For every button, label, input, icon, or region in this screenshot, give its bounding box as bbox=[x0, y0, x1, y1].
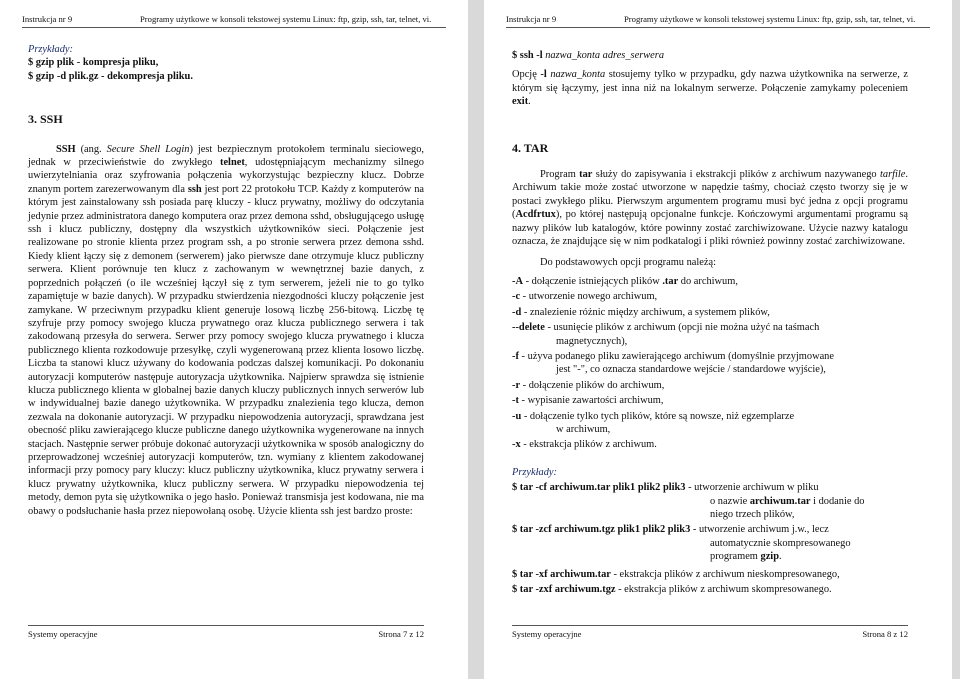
option-description: - wypisanie zawartości archiwum, bbox=[518, 395, 664, 407]
option-text-e: stosujemy tylko w przypadku, gdy nazwa użytkownika na serwerze, z którym się łączymy, jest inna niż na lokalnym serwerze. Połączenie zamykamy poleceniem bbox=[512, 69, 908, 94]
example-command: $ tar -cf archiwum.tar plik1 plik2 plik3 bbox=[512, 482, 686, 494]
example-continuation bbox=[512, 550, 908, 563]
options-intro: Do podstawowych opcji programu należą: bbox=[540, 257, 717, 269]
option-flag: -x bbox=[512, 439, 521, 451]
option-continuation: magnetycznych), bbox=[556, 335, 628, 347]
option-description: - użyva podanego pliku zawierającego archiwum (domyślnie przyjmowane bbox=[518, 350, 834, 362]
example-command: $ tar -zxf archiwum.tgz bbox=[512, 584, 616, 595]
example-cont-c: gzip bbox=[760, 551, 779, 563]
page-body bbox=[28, 43, 424, 518]
tar-example-3 bbox=[512, 568, 908, 581]
option-description: - ekstrakcja plików z archiwum. bbox=[520, 439, 657, 451]
section-heading: 4. TAR bbox=[512, 140, 549, 155]
ssh-text-1: ) jest bezpiecznym protokołem terminalu sieciowego, jednak w przeciwieństwie do zwykłego bbox=[28, 143, 424, 169]
option-continuation: jest "-", co oznacza standardowe wejście / standardowe wyjście), bbox=[556, 364, 826, 376]
example-cont-b: archiwum.tar bbox=[749, 495, 811, 507]
option-rest: do archiwum, bbox=[678, 275, 738, 287]
page-footer bbox=[28, 625, 424, 639]
ssh-lead-text: (ang. bbox=[75, 143, 107, 155]
exit-command: exit bbox=[512, 96, 529, 108]
option-item bbox=[512, 275, 908, 288]
example-cont-d: . bbox=[778, 551, 782, 563]
example-cont-b: programem bbox=[710, 551, 761, 563]
gzip-example-2: $ gzip -d plik.gz - dekompresja pliku. bbox=[28, 70, 193, 82]
example-continuation bbox=[512, 495, 908, 508]
option-flag: -c bbox=[512, 291, 521, 303]
tar-text-a: Program bbox=[540, 169, 580, 181]
header-left: Instrukcja nr 9 bbox=[22, 14, 73, 24]
option-description: - dołączenie istniejących plików bbox=[522, 275, 663, 287]
example-cont-c: i dodanie do bbox=[810, 495, 865, 507]
option-account: nazwa_konta bbox=[550, 69, 606, 81]
option-flag: -A bbox=[512, 275, 523, 287]
option-description: - usunięcie plików z archiwum (opcji nie można użyć na taśmach bbox=[544, 322, 820, 334]
example-description: - utworzenie archiwum j.w., lecz bbox=[690, 524, 829, 536]
page-header bbox=[22, 14, 446, 28]
option-description: - dołączenie tylko tych plików, które są nowsze, niż egzemplarze bbox=[521, 410, 795, 422]
option-item bbox=[512, 379, 908, 392]
footer-left: Systemy operacyjne bbox=[28, 629, 98, 639]
option-text-a: Opcję bbox=[512, 69, 541, 81]
options-list bbox=[512, 275, 908, 452]
ssh-command-args: nazwa_konta adres_serwera bbox=[545, 50, 665, 61]
option-paragraph bbox=[512, 68, 908, 108]
option-text-g: . bbox=[528, 96, 531, 108]
tar-term: tar bbox=[579, 169, 593, 181]
option-bold-term: .tar bbox=[662, 275, 679, 287]
option-flag: --delete bbox=[512, 322, 545, 334]
option-flag: -f bbox=[512, 350, 519, 362]
tar-example-2 bbox=[512, 523, 908, 563]
example-cont-a: o nazwie bbox=[710, 495, 750, 507]
gzip-example-1: $ gzip plik - kompresja pliku, bbox=[28, 57, 159, 69]
telnet-term: telnet bbox=[219, 157, 245, 169]
page-left bbox=[0, 0, 468, 679]
tarfile-term: tarfile bbox=[879, 169, 906, 181]
ssh-term: SSH bbox=[56, 143, 76, 155]
example-command: $ tar -zcf archiwum.tgz plik1 plik2 plik3 bbox=[512, 524, 691, 536]
page-right bbox=[484, 0, 952, 679]
tar-text-e: . Archiwum takie może zostać utworzone w napędzie taśmy, chociaż często tworzy się je w postaci zwykłego pliku. Pierwszym argumentem programu musi być jedna z opcji programu ( bbox=[512, 169, 908, 221]
footer-left: Systemy operacyjne bbox=[512, 629, 582, 639]
option-item bbox=[512, 350, 908, 377]
example-continuation: automatycznie skompresowanego bbox=[710, 537, 851, 549]
section-heading: 3. SSH bbox=[28, 112, 63, 127]
examples-label: Przykłady: bbox=[28, 44, 74, 55]
example-command: $ tar -xf archiwum.tar bbox=[512, 568, 611, 580]
ssh-text-4: Każdy z komputerów na którym jest zainstalowany ssh posiada parę kluczy - klucz prywatny, możliwy do odczytania jedynie przez administratora danego komputera oraz przez demona sshd, obsługującego usługę ssh i klucz publiczny, dostępny dla wszystkich użytkowników sieci. Połączenie jest realizowane po stronie klienta przez program ssh, a po stronie serwera przez demona sshd. Kiedy klient łączy się z demonem (serwerem) jako pierwsze dane otrzymuje klucz publiczny serwera. Klient porównuje ten klucz z zachowanym w wewnętrznej bazie danych, z poprzednich połączeń (o ile wcześniej łączył się z tym serwerem, jeżeli nie to go tylko zapamiętuje w bazie danych). W przypadku stwierdzenia niezgodności kluczy połączenie jest zamykane. W przeciwnym przypadku klient generuje losową liczbę 256-bitową. Liczbę tę szyfruje przy pomocy swojego klucza prywatnego oraz klucza publicznego serwera i tak zakodowaną przesyła do serwera. Serwer przy pomocy swojego klucza prywatnego i klucza publicznego klienta rozkodowuje przesyłkę, czyli wygenerowaną przez klienta losowo liczbę. Liczba ta stanowi klucz używany do kodowania podczas dalszej komunikacji. Po dokonaniu autoryzacji komputerów następuje autoryzacja użytkownika. Najpierw sprawdza się istnienie klucza publicznego klienta w globalnej bazie danych kluczy publicznych innych serwerów lub w indywidualnej bazie danego użytkownika. W przypadku znalezienia tego klucza, demon zezwala na dokonanie autoryzacji. W przypadku niepowodzenia autoryzacji, sprawdzana jest obecność pliku zawierającego klucze publiczne danego użytkownika wygenerowane na innych stacjach. Następnie serwer próbuje dokonać autoryzacji użytkownika w sposób analogiczny do przeprowadzonej wcześniej autoryzacji komputerów, tzn. wymiany z klientem zakodowanej informacji przy pomocy pary kluczy: klucz publiczny użytkownika, klucz prywatny serwera i klucz prywatny użytkownika, klucz publiczny serwera. W przypadku niepowodzenia tej metody, demon pyta się użytkownika o jego hasło. Ponieważ transmisja jest kodowana, nie ma obawy o podsłuchanie hasła przez niepowołaną osobę. Użycie klienta ssh jest bardzo proste: bbox=[28, 183, 424, 517]
option-flag: -u bbox=[512, 410, 522, 422]
examples-label: Przykłady: bbox=[512, 466, 558, 478]
ssh-text-3: jest port 22 protokołu TCP. bbox=[201, 183, 319, 195]
footer-page-number: Strona 8 z 12 bbox=[862, 629, 908, 639]
option-flag: -r bbox=[512, 379, 521, 391]
ssh-paragraph bbox=[28, 143, 424, 518]
option-description: - dołączenie plików do archiwum, bbox=[520, 379, 665, 391]
example-description: - utworzenie archiwum w pliku bbox=[685, 482, 819, 494]
footer-page-number: Strona 7 z 12 bbox=[378, 629, 424, 639]
option-item bbox=[512, 410, 908, 437]
option-description: - utworzenie nowego archiwum, bbox=[520, 291, 658, 303]
example-continuation: niego trzech plików, bbox=[710, 508, 795, 520]
ssh-expansion: Secure Shell Login bbox=[106, 143, 190, 155]
ssh-command bbox=[512, 49, 908, 62]
tar-example-4 bbox=[512, 583, 908, 596]
tar-example-1 bbox=[512, 481, 908, 521]
option-item bbox=[512, 306, 908, 319]
tar-text-c: służy do zapisywania i ekstrakcji plików z archiwum nazywanego bbox=[592, 169, 880, 181]
ssh-term-2: ssh bbox=[187, 183, 202, 195]
tar-text-g: ), po której następują opcjonalne funkcje. Kończowymi argumentami programu są nazwy plików lub katalogów, które powinny zostać zarchiwizowane. Użycie nazwy katalogu oznacza, że znajdujące się w nim podkatalogi i pliki również powinny zostać zarchiwizowane. bbox=[512, 209, 908, 248]
option-flag: -d bbox=[512, 306, 522, 318]
option-flag: -t bbox=[512, 395, 519, 407]
header-left: Instrukcja nr 9 bbox=[506, 14, 557, 24]
tar-options-term: Acdfrtux bbox=[515, 209, 556, 221]
tar-paragraph bbox=[512, 168, 908, 248]
header-right: Programy użytkowe w konsoli tekstowej systemu Linux: ftp, gzip, ssh, tar, telnet, vi. bbox=[140, 14, 432, 24]
example-description: - ekstrakcja plików z archiwum skompresowanego. bbox=[615, 584, 832, 595]
option-continuation: w archiwum, bbox=[556, 423, 611, 435]
ssh-text-2: , udostępniającym mechanizmy silnego uwierzytelniania oraz szyfrowania połączenia wykorzystując bezpieczny klucz. Dobrze znanym portem zarezerwowanym dla bbox=[28, 157, 424, 195]
option-item bbox=[512, 321, 908, 348]
page-body bbox=[512, 43, 908, 598]
ssh-command-prefix: $ ssh -l bbox=[512, 50, 546, 61]
option-item bbox=[512, 394, 908, 407]
page-footer bbox=[512, 625, 908, 639]
option-item bbox=[512, 290, 908, 303]
option-item bbox=[512, 438, 908, 451]
option-flag: -l bbox=[540, 69, 547, 81]
page-header bbox=[506, 14, 930, 28]
header-right: Programy użytkowe w konsoli tekstowej systemu Linux: ftp, gzip, ssh, tar, telnet, vi. bbox=[624, 14, 916, 24]
option-description: - znalezienie różnic między archiwum, a systemem plików, bbox=[521, 306, 770, 318]
example-description: - ekstrakcja plików z archiwum nieskompresowanego, bbox=[610, 568, 840, 580]
